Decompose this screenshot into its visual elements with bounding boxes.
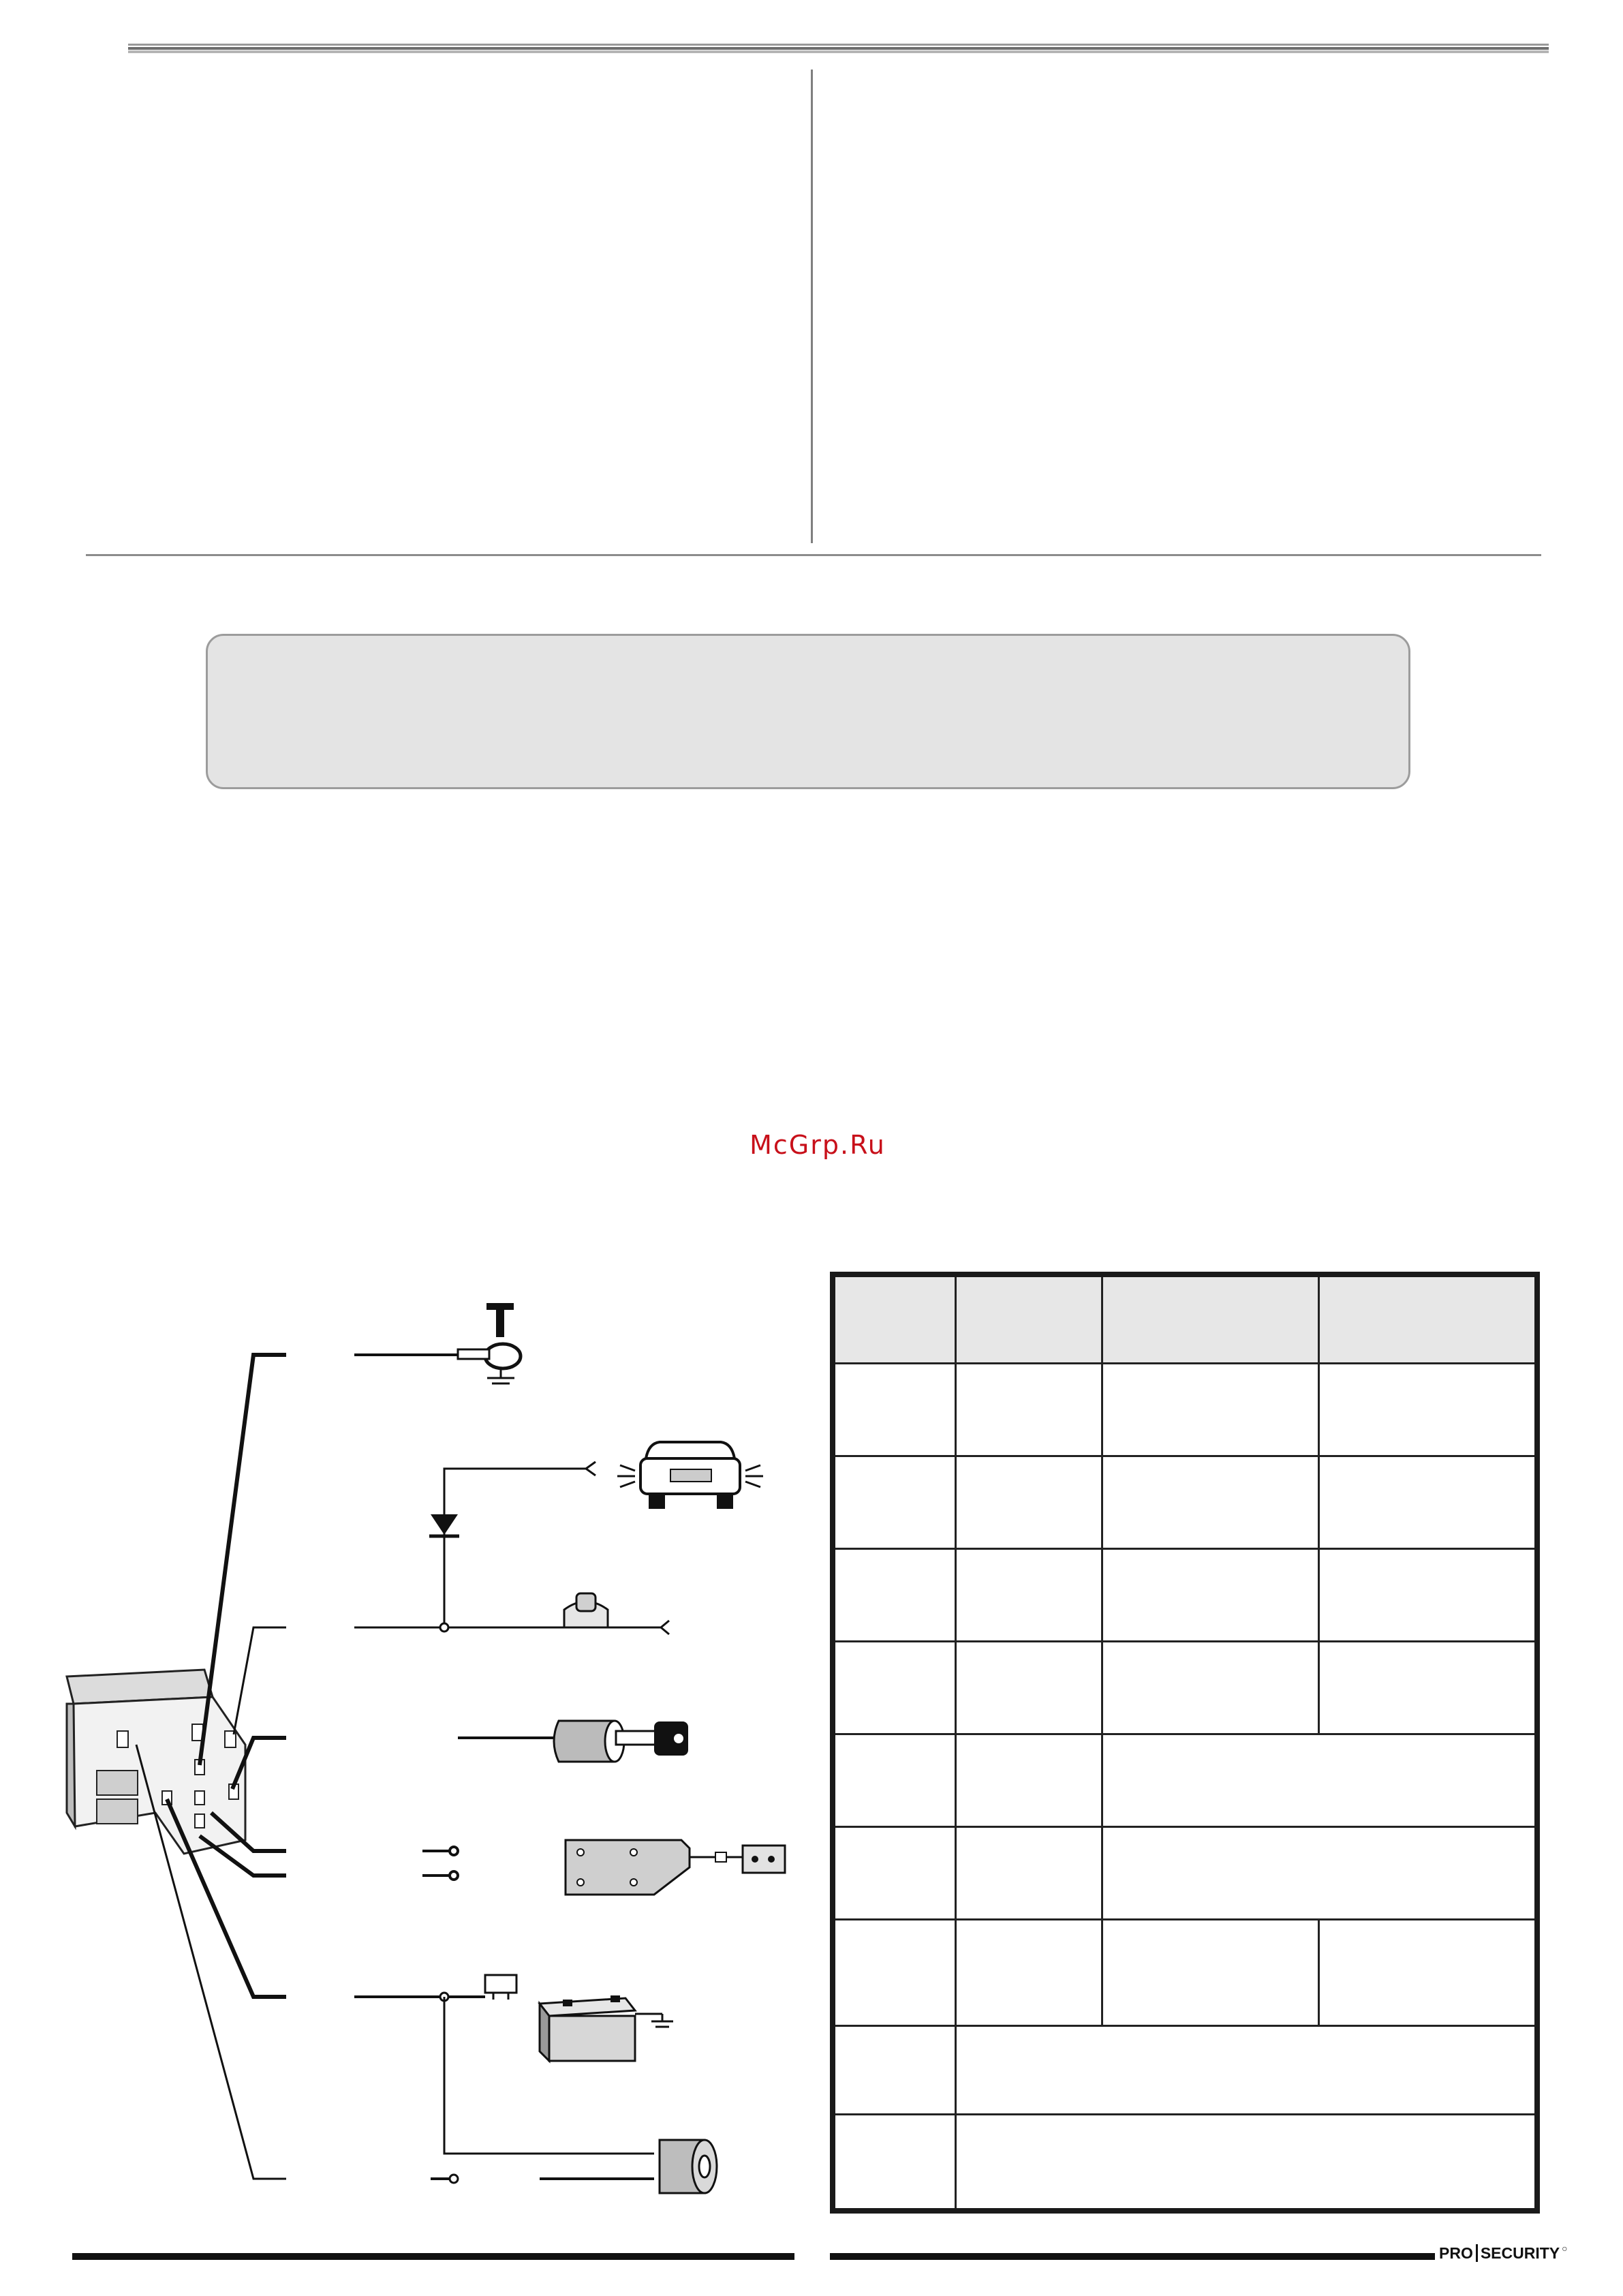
footer-rule-right — [830, 2253, 1435, 2260]
registered-mark: ○ — [1562, 2243, 1568, 2254]
table-cell — [1318, 1548, 1537, 1641]
ground-icon — [651, 2014, 673, 2027]
alarm-module-icon — [67, 1670, 245, 1854]
table-cell — [833, 2025, 955, 2114]
watermark: McGrp.Ru — [749, 1130, 886, 1160]
table-cell — [955, 1274, 1102, 1363]
door-lock-actuator-icon — [566, 1840, 785, 1895]
brand-left: PRO — [1439, 2244, 1473, 2262]
table-cell — [1318, 1919, 1537, 2025]
table-cell — [1318, 1641, 1537, 1734]
table-cell — [1102, 1274, 1318, 1363]
table-cell — [1102, 1734, 1537, 1826]
table-row — [833, 1919, 1537, 2025]
table-cell — [1318, 1274, 1537, 1363]
fuse-icon — [485, 1975, 516, 2000]
connection-table — [830, 1272, 1540, 2214]
table-row — [833, 2114, 1537, 2211]
car-lights-icon — [617, 1442, 763, 1509]
table-cell — [1102, 1456, 1318, 1548]
table-cell — [1102, 1363, 1318, 1456]
table-cell — [833, 1548, 955, 1641]
table-cell — [833, 2114, 955, 2211]
wiring-diagram — [0, 1268, 818, 2222]
table-cell — [955, 1826, 1102, 1919]
brand-right: SECURITY — [1480, 2244, 1560, 2262]
siren-icon — [660, 2140, 717, 2193]
table-cell — [1102, 1919, 1318, 2025]
table-cell — [833, 1641, 955, 1734]
column-divider — [811, 70, 813, 543]
table-cell — [1318, 1363, 1537, 1456]
table-cell — [955, 1548, 1102, 1641]
table-cell — [833, 1919, 955, 2025]
table-row — [833, 2025, 1537, 2114]
top-rule — [128, 44, 1549, 53]
table-cell — [955, 2114, 1537, 2211]
footer-rule-left — [72, 2253, 794, 2260]
table-row — [833, 1734, 1537, 1826]
note-box — [206, 634, 1410, 789]
ignition-key-icon — [554, 1721, 688, 1762]
table-cell — [955, 1919, 1102, 2025]
diode-icon — [429, 1514, 459, 1536]
table-cell — [833, 1456, 955, 1548]
table-cell — [955, 1641, 1102, 1734]
table-cell — [833, 1274, 955, 1363]
brand-separator — [1476, 2244, 1478, 2262]
table-row — [833, 1548, 1537, 1641]
table-cell — [955, 1363, 1102, 1456]
table-row — [833, 1456, 1537, 1548]
door-switch-icon — [564, 1593, 669, 1634]
brand-logo — [1439, 2243, 1568, 2263]
table-row — [833, 1641, 1537, 1734]
table-row — [833, 1363, 1537, 1456]
table-cell — [1102, 1641, 1318, 1734]
table-row — [833, 1826, 1537, 1919]
table-cell — [833, 1734, 955, 1826]
table-cell — [1102, 1548, 1318, 1641]
screw-ground-icon — [458, 1303, 521, 1383]
section-rule — [86, 554, 1541, 556]
table-cell — [1318, 1456, 1537, 1548]
table-cell — [955, 2025, 1537, 2114]
table-cell — [1102, 1826, 1537, 1919]
table-header-row — [833, 1274, 1537, 1363]
table-cell — [955, 1734, 1102, 1826]
battery-icon — [540, 1995, 662, 2061]
table-cell — [955, 1456, 1102, 1548]
table-cell — [833, 1826, 955, 1919]
table-cell — [833, 1363, 955, 1456]
